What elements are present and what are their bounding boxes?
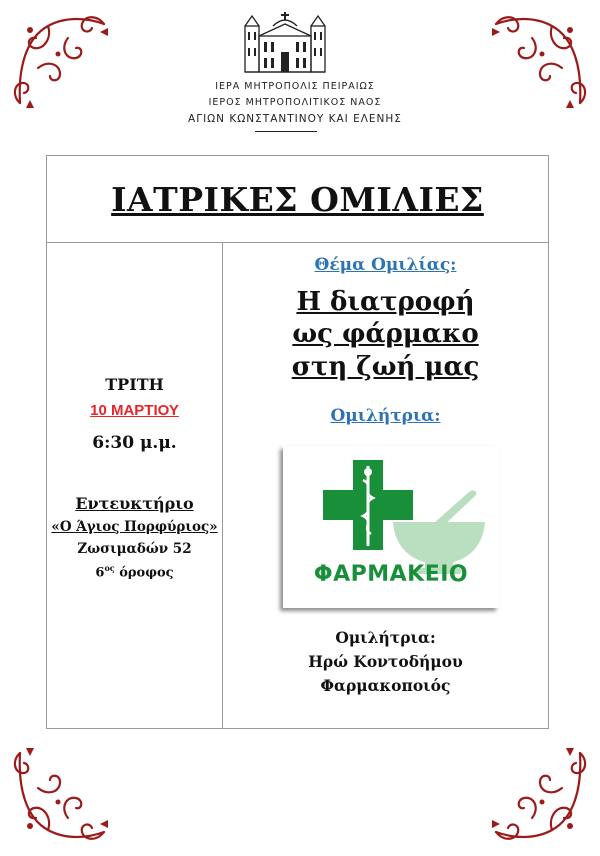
event-hall: «Ο Άγιος Πορφύριος» [51,519,218,535]
corner-ornament-icon [8,738,118,848]
speaker-profession: Φαρμακοποιός [320,676,451,695]
event-address: Ζωσιμαδών 52 [77,541,192,557]
topic-line: ως φάρμακο [292,319,479,349]
header-cathedral: ΙΕΡΟΣ ΜΗΤΡΟΠΟΛΙΤΙΚΟΣ ΝΑΟΣ [208,97,382,108]
pharmacy-logo-text: ΦΑΡΜΑΚΕΙΟ [313,562,469,587]
event-floor: $6^{o\varsigma}$ όροφος [95,563,174,581]
page-title: ΙΑΤΡΙΚΕΣ ΟΜΙΛΙΕΣ [111,180,484,219]
header-divider [255,131,317,132]
event-details [47,242,222,728]
event-day: ΤΡΙΤΗ [105,375,164,394]
speaker-label: Ομιλήτρια: [330,406,441,426]
event-time: 6:30 μ.μ. [92,433,177,453]
topic-line: Η διατροφή [296,287,475,317]
church-icon [243,12,327,74]
title-row [47,156,548,243]
topic-line: στη ζωή μας [291,352,480,382]
corner-ornament-icon [482,738,592,848]
event-venue: Εντευκτήριο [75,494,194,513]
talk-details [223,242,548,728]
header-metropolis: ΙΕΡΑ ΜΗΤΡΟΠΟΛΙΣ ΠΕΙΡΑΙΩΣ [215,81,375,92]
pharmacy-logo [283,446,499,608]
event-date: 10 ΜΑΡΤΙΟΥ [90,402,179,419]
header-saints: ΑΓΙΩΝ ΚΩΝΣΤΑΝΤΙΝΟΥ ΚΑΙ ΕΛΕΝΗΣ [188,113,402,125]
speaker-name: Ηρώ Κοντοδήμου [308,652,463,671]
topic-label: Θέμα Ομιλίας: [314,255,457,275]
poster-frame [46,155,549,729]
speaker-role-label: Ομιλήτρια: [335,628,436,647]
